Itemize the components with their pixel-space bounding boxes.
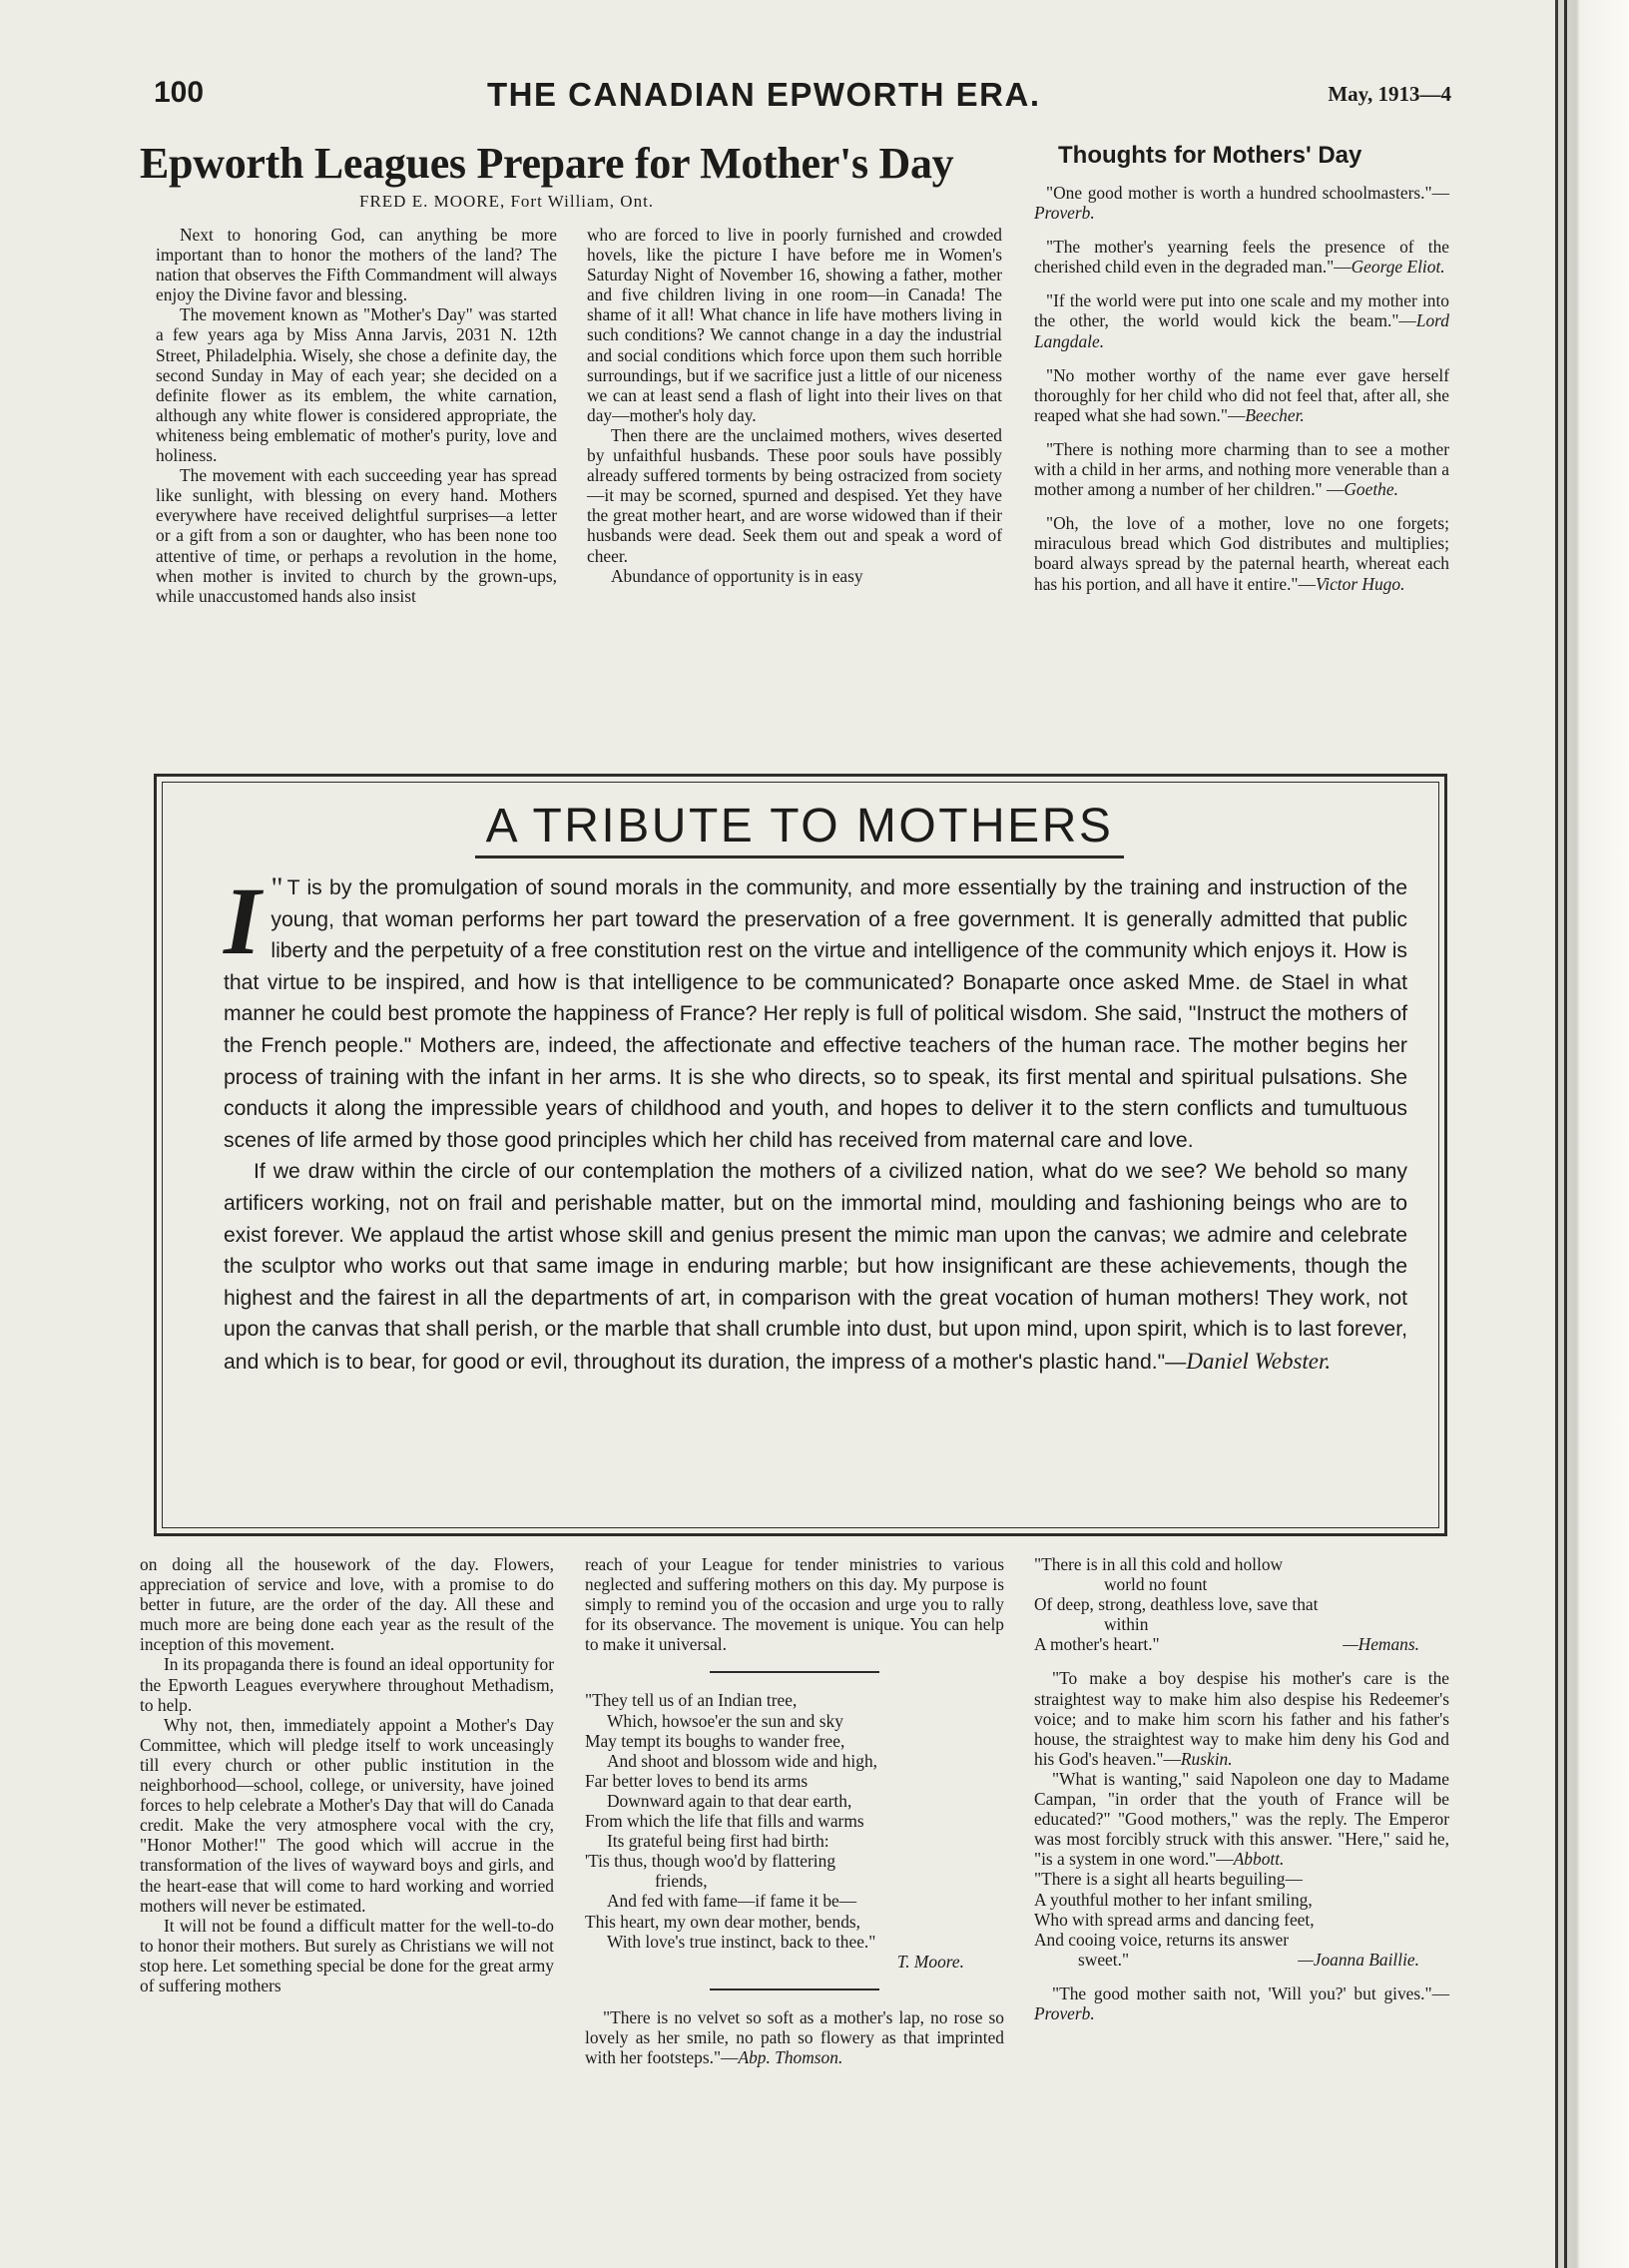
ruskin-quote: "To make a boy despise his mother's care is the straightest way to make him also despise his Redeemer's voice; and to make him scorn his father and his father's house, the straightest way to make him deny his God and his God's heaven."—Ruskin. [1034, 1668, 1449, 1769]
page-number: 100 [154, 76, 205, 109]
poem-line: From which the life that fills and warms [585, 1811, 864, 1832]
velvet-quote: "There is no velvet so soft as a mother's lap, no rose so lovely as her smile, no path so flowery as that imprinted with her footsteps."—Abp. Thomson. [585, 2006, 1004, 2067]
poem-line: This heart, my own dear mother, bends, [585, 1911, 861, 1932]
proverb-quote: "The good mother saith not, 'Will you?' but gives."—Proverb. [1034, 1983, 1449, 2023]
hemans-quote [1034, 1554, 1449, 1654]
separator-rule [710, 1988, 879, 1990]
paragraph: on doing all the housework of the day. Flowers, appreciation of service and love, with a promise to do better in future, are the order of the day. All these and much more are being done each year as the result of the inception of this movement. [140, 1554, 554, 1655]
tribute-paragraph-2: If we draw within the circle of our contemplation the mothers of a civilized nation, what do we see? We behold so many artificers working, not on frail and perishable matter, but on the immortal mind, moulding and fashioning beings who are to exist forever. We applaud the artist whose skill and genius present the mimic man upon the canvas; we admire and celebrate the sculptor who works out that same image in enduring marble; but how insignificant are these achievements, though the highest and the fairest in all the departments of art, in comparison with the great vocation of human mothers! They work, not upon the canvas that shall perish, or the marble that shall crumble into dust, but upon mind, upon spirit, which is to last forever, and which is to bear, for good or evil, throughout its duration, the impress of a mother's plastic hand."—Daniel Webster. [224, 1160, 1407, 1374]
attribution: —Joanna Baillie. [1298, 1949, 1419, 1970]
baillie-quote [1034, 1869, 1449, 1969]
poem-attribution: T. Moore. [896, 1951, 964, 1972]
article-byline: FRED E. MOORE, Fort William, Ont. [359, 192, 655, 211]
running-head [154, 76, 1451, 116]
article-column-2 [587, 225, 1002, 586]
paragraph: reach of your League for tender ministries to various neglected and suffering mothers on this day. My purpose is simply to remind you of the occasion and urge you to rally for its observance. The movement is unique. You can help to make it universal. [585, 1554, 1004, 1655]
poem-line: May tempt its boughs to wander free, [585, 1730, 845, 1751]
quote: "The mother's yearning feels the presence of the cherished child even in the degraded man."—George Eliot. [1034, 237, 1449, 278]
thoughts-column [1034, 183, 1449, 608]
poem-line: friends, [655, 1871, 708, 1892]
quote: "There is nothing more charming than to see a mother with a child in her arms, and nothing more venerable than a mother among a number of her children." —Goethe. [1034, 438, 1449, 500]
quote: "Oh, the love of a mother, love no one forgets; miraculous bread which God distributes and multiplies; board always spread by the paternal hearth, whereat each has his portion, and all have it entire."—Victor Hugo. [1034, 513, 1449, 594]
publication-title: THE CANADIAN EPWORTH ERA. [487, 76, 1041, 113]
article-column-5 [585, 1554, 1004, 2067]
poem-line: And shoot and blossom wide and high, [607, 1750, 877, 1771]
article-headline: Epworth Leagues Prepare for Mother's Day [140, 139, 954, 188]
poem-line: Far better loves to bend its arms [585, 1770, 809, 1791]
open-quote: " [271, 871, 283, 904]
poem-line: Downward again to that dear earth, [607, 1790, 852, 1811]
page-gutter-line [1564, 0, 1567, 2268]
article-column-6 [1034, 1554, 1449, 2023]
poem-line: Of deep, strong, deathless love, save that [1034, 1594, 1319, 1615]
poem-line: "There is in all this cold and hollow [1034, 1554, 1284, 1574]
paragraph: Then there are the unclaimed mothers, wives deserted by unfaithful husbands. These poor souls have possibly already suffered torments by being ostracized from society—it may be scorned, spurned and despised. Yet they have the great mother heart, and are worse widowed than if their husbands were dead. Seek them out and speak a word of cheer. [587, 424, 1002, 566]
issue-date: May, 1913—4 [1328, 82, 1451, 106]
quote: "No mother worthy of the name ever gave herself thoroughly for her child who did not feel that, after all, she reaped what she had sown."—Beecher. [1034, 364, 1449, 425]
paragraph: Next to honoring God, can anything be more important than to honor the mothers of the land? The nation that observes the Fifth Commandment will always enjoy the Divine favor and blessing. [156, 225, 557, 305]
paragraph: who are forced to live in poorly furnished and crowded hovels, like the picture I have before me in Women's Saturday Night of November 16, showing a father, mother and five children living in one room—in Canada! The shame of it all! What chance in life have mothers living in such conditions? We cannot change in a day the industrial and social conditions which force upon them such horrible surroundings, but if we sacrifice just a little of our niceness we can at least send a flash of light into their lives on that day—mother's holy day. [587, 225, 1002, 425]
poem-line: "They tell us of an Indian tree, [585, 1690, 798, 1711]
napoleon-quote: "What is wanting," said Napoleon one day to Madame Campan, "in order that the youth of France will be educated?" "Good mothers," was the reply. The Emperor was most forcibly struck with this answer. "Here," said he, "is a system in one word."—Abbott. [1034, 1768, 1449, 1870]
poem-line: Its grateful being first had birth: [607, 1831, 829, 1852]
poem-line: Who with spread arms and dancing feet, [1034, 1909, 1315, 1930]
poem-line: within [1104, 1614, 1149, 1635]
paragraph: The movement known as "Mother's Day" was started a few years aga by Miss Anna Jarvis, 2031 N. 12th Street, Philadelphia. Wisely, she chose a definite day, the second Sunday in May of each year; she decided on a definite flower as its emblem, the white carnation, although any white flower is considered appropriate, the whiteness being emblematic of mother's purity, love and holiness. [156, 304, 557, 466]
paragraph: The movement with each succeeding year has spread like sunlight, with blessing on every hand. Mothers everywhere have received delightful surprises—a letter or a gift from a son or daughter, who has been none too attentive of time, or perhaps a revolution in the home, when mother is invited to church by the grown-ups, while unaccustomed hands also insist [156, 465, 557, 606]
tribute-author: Daniel Webster. [1186, 1348, 1332, 1374]
tribute-body [224, 867, 1407, 1379]
poem-line: And fed with fame—if fame it be— [607, 1891, 857, 1912]
poem-line: A youthful mother to her infant smiling, [1034, 1889, 1313, 1910]
paragraph: Abundance of opportunity is in easy [611, 565, 863, 586]
quote: "If the world were put into one scale and my mother into the other, the world would kick the beam."—Lord Langdale. [1034, 290, 1449, 351]
tribute-paragraph-1: " I T is by the promulgation of sound morals in the community, and more essentially by the training and instruction of the young, that woman performs her part toward the preservation of a free government. It is generally admitted that public liberty and the perpetuity of a free constitution rest on the virtue and intelligence of the community which enjoys it. How is that virtue to be inspired, and how is that intelligence to be communicated? Bonaparte once asked Mme. de Stael in what manner he could best promote the happiness of France? Her reply is full of political wisdom. She said, "Instruct the mothers of the French people." Mothers are, indeed, the affectionate and effective teachers of the human race. The mother begins her process of training with the infant in her arms. It is she who directs, so to speak, its first mental and spiritual pulsations. She conducts it along the impressible years of childhood and youth, and hopes to deliver it to the stern conflicts and tumultuous scenes of life armed by those good principles which her child has received from maternal care and love. [224, 867, 1407, 1152]
tribute-title-underline [475, 855, 1124, 858]
paragraph: In its propaganda there is found an ideal opportunity for the Epworth Leagues everywhere throughout Methadism, to help. [140, 1654, 554, 1715]
article-column-4 [140, 1554, 554, 1995]
drop-cap: I [224, 867, 262, 974]
poem-line: "There is a sight all hearts beguiling— [1034, 1869, 1303, 1890]
paragraph: Why not, then, immediately appoint a Mother's Day Committee, which will pledge itself to work unceasingly till every church or other public institution in the neighborhood—school, college, or university, have joined forces to help celebrate a Mother's Day that will do Canada credit. Make the very atmosphere vocal with the cry, "Honor Mother!" The good which will accrue in the transformation of the lives of wayward boys and girls, and the heart-ease that will come to hard working and worried mothers will never be estimated. [140, 1714, 554, 1916]
attribution: —Hemans. [1343, 1634, 1419, 1655]
poem-line: A mother's heart." —Hemans. [1034, 1634, 1449, 1654]
poem-indian-tree [585, 1690, 1004, 1971]
separator-rule [710, 1671, 879, 1673]
quote: "One good mother is worth a hundred schoolmasters."—Proverb. [1034, 183, 1449, 224]
poem-line: Which, howsoe'er the sun and sky [607, 1710, 843, 1731]
poem-line: With love's true instinct, back to thee." [607, 1931, 876, 1952]
poem-line: 'Tis thus, though woo'd by flattering [585, 1851, 836, 1872]
thoughts-heading: Thoughts for Mothers' Day [1058, 142, 1362, 169]
adjacent-page-edge [1558, 0, 1629, 2268]
article-column-1 [156, 225, 557, 606]
poem-line: sweet." —Joanna Baillie. [1034, 1950, 1449, 1970]
poem-line: world no fount [1104, 1574, 1208, 1595]
paragraph: It will not be found a difficult matter for the well-to-do to honor their mothers. But surely as Christians we will not stop here. Let something special be done for the great army of suffering mothers [140, 1915, 554, 1995]
poem-line: And cooing voice, returns its answer [1034, 1929, 1290, 1950]
tribute-title: A TRIBUTE TO MOTHERS [485, 800, 1114, 852]
